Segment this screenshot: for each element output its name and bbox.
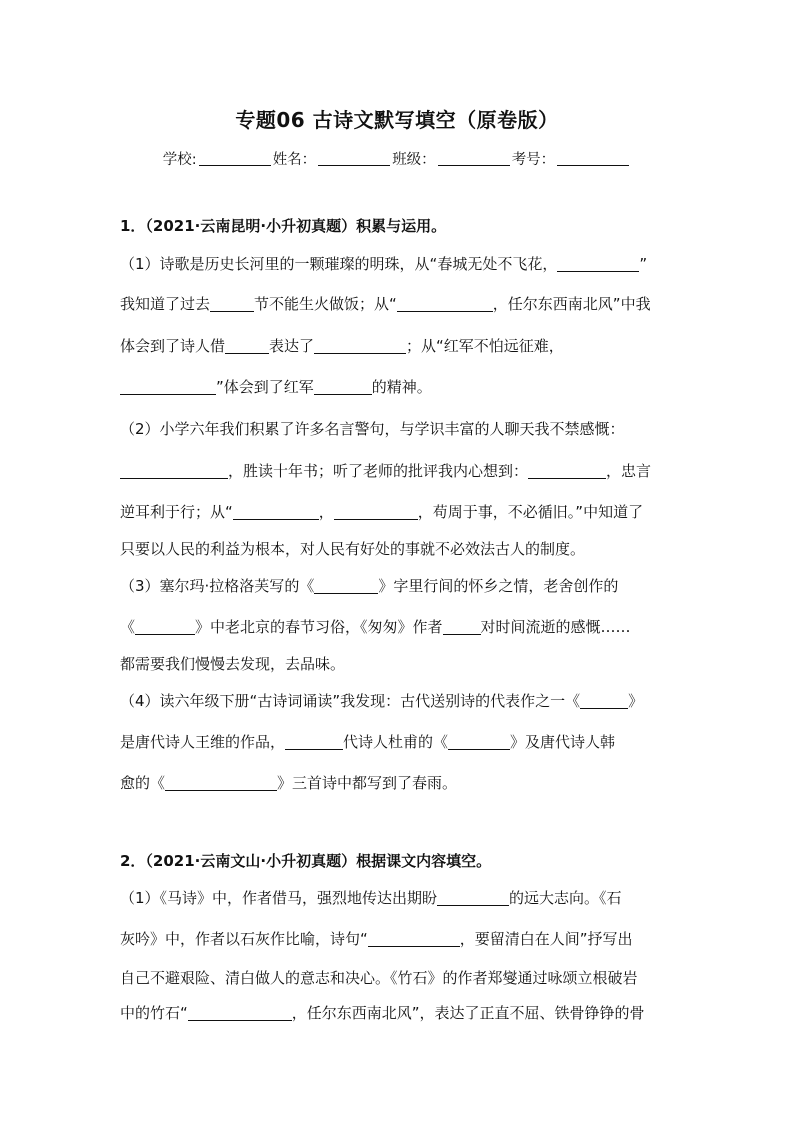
fill-blank[interactable] — [210, 296, 254, 312]
fill-blank[interactable] — [443, 619, 481, 635]
fill-blank[interactable] — [314, 379, 372, 395]
fill-blank[interactable] — [368, 931, 460, 947]
fill-blank[interactable] — [225, 338, 269, 354]
q1-line-2: 我知道了过去 节不能生火做饭；从“ ，任尔东西南北风”中我 — [120, 295, 651, 313]
school-label: 学校: — [162, 152, 197, 168]
q1-line-14: 愈的《 》三首诗中都写到了春雨。 — [120, 774, 458, 792]
fill-blank[interactable] — [437, 890, 509, 906]
q2-line-4: 中的竹石“ ，任尔东西南北风”，表达了正直不屈、铁骨铮铮的骨 — [120, 1004, 645, 1022]
fill-blank[interactable] — [528, 463, 606, 479]
q1-line-5: （2）小学六年我们积累了许多名言警句，与学识丰富的人聊天我不禁感慨： — [120, 420, 625, 438]
q1-line-11: 都需要我们慢慢去发现，去品味。 — [120, 655, 346, 673]
fill-blank[interactable] — [557, 256, 639, 272]
fill-blank[interactable] — [188, 1005, 292, 1021]
question-1-heading: 1．（2021·云南昆明·小升初真题）积累与运用。 — [120, 217, 447, 235]
q2-line-3: 自己不避艰险、清白做人的意志和决心。《竹石》的作者郑燮通过咏颂立根破岩 — [120, 969, 638, 987]
question-2-heading: 2．（2021·云南文山·小升初真题）根据课文内容填空。 — [120, 852, 492, 870]
q1-line-8: 只要以人民的利益为根本，对人民有好处的事就不必效法古人的制度。 — [120, 540, 586, 558]
exam-no-blank[interactable] — [557, 151, 629, 166]
name-blank[interactable] — [318, 151, 390, 166]
student-info-row — [0, 148, 794, 169]
fill-blank[interactable] — [233, 504, 319, 520]
page-title: 专题06 古诗文默写填空（原卷版） — [235, 108, 559, 132]
q2-line-2: 灰吟》中，作者以石灰作比喻，诗句“ ，要留清白在人间”抒写出 — [120, 930, 633, 948]
class-blank[interactable] — [438, 151, 510, 166]
fill-blank[interactable] — [165, 775, 277, 791]
q1-line-12: （4）读六年级下册“古诗词诵读”我发现：古代送别诗的代表作之一《 》 — [120, 692, 644, 710]
q1-line-4: ”体会到了红军 的精神。 — [120, 377, 432, 397]
fill-blank[interactable] — [397, 296, 493, 312]
school-blank[interactable] — [199, 151, 271, 166]
q1-line-13: 是唐代诗人王维的作品， 代诗人杜甫的《 》及唐代诗人韩 — [120, 733, 616, 751]
q1-line-7: 逆耳利于行；从“ ， ，苟周于事，不必循旧。”中知道了 — [120, 503, 644, 521]
class-label: 班级： — [392, 152, 436, 168]
q1-line-1: （1）诗歌是历史长河里的一颗璀璨的明珠，从“春城无处不飞花， ” — [120, 255, 648, 273]
q1-line-3: 体会到了诗人借 表达了 ；从“红军不怕远征难， — [120, 337, 564, 355]
q1-line-6: ，胜读十年书；听了老师的批评我内心想到： ，忠言 — [120, 461, 651, 481]
fill-blank[interactable] — [120, 379, 216, 395]
fill-blank[interactable] — [580, 693, 628, 709]
fill-blank[interactable] — [448, 734, 510, 750]
fill-blank[interactable] — [314, 578, 378, 594]
q1-line-9: （3）塞尔玛·拉格洛芙写的《 》字里行间的怀乡之情，老舍创作的 — [120, 577, 619, 595]
name-label: 姓名： — [272, 152, 317, 168]
fill-blank[interactable] — [120, 463, 228, 479]
fill-blank[interactable] — [314, 338, 406, 354]
q1-line-10: 《 》中老北京的春节习俗，《匆匆》作者 对时间流逝的感慨…… — [120, 618, 631, 636]
fill-blank[interactable] — [135, 619, 195, 635]
fill-blank[interactable] — [285, 734, 343, 750]
exam-no-label: 考号： — [511, 152, 556, 168]
q2-line-1: （1）《马诗》中，作者借马，强烈地传达出期盼 的远大志向。《石 — [120, 889, 622, 907]
fill-blank[interactable] — [334, 504, 418, 520]
